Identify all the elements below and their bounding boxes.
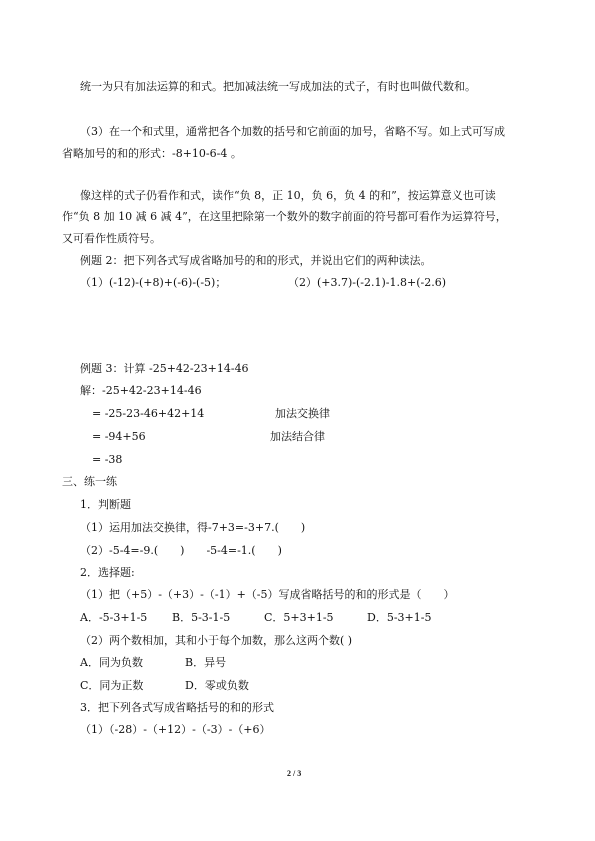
choice-1-option-d: D．5-3+1-5 — [367, 611, 432, 624]
solution-line-1: 解：-25+42-23+14-46 — [80, 384, 202, 397]
text-line-2: （3）在一个和式里，通常把各个加数的括号和它前面的加号，省略不写。如上式可写成 — [80, 125, 505, 138]
example-2-item-2: （2）(+3.7)-(-2.1)-1.8+(-2.6) — [288, 276, 447, 289]
true-false-item-2: （2）-5-4=-9.( ) -5-4=-1.( ) — [80, 544, 282, 557]
associative-law-label: 加法结合律 — [270, 430, 325, 443]
text-line-3: 省略加号的和的形式：-8+10-6-4 。 — [62, 147, 242, 160]
choice-1-option-b: B．5-3-1-5 — [172, 611, 231, 624]
text-line-6: 又可看作性质符号。 — [62, 232, 161, 245]
example-2-item-1: （1）(-12)-(+8)+(-6)-(-5)； — [80, 276, 227, 289]
text-line-5: 作“负 8 加 10 减 6 减 4”，在这里把除第一个数外的数字前面的符号都可看作为运算符号， — [62, 210, 507, 223]
choice-2-option-b: B．异号 — [185, 656, 227, 669]
choice-2-option-a: A．同为负数 — [80, 656, 143, 669]
choice-1-option-a: A．-5-3+1-5 — [80, 611, 148, 624]
section-3-heading: 三、练一练 — [62, 475, 117, 488]
example-2-heading: 例题 2：把下列各式写成省略加号的和的形式，并说出它们的两种读法。 — [80, 254, 432, 267]
text-line-1: 统一为只有加法运算的和式。把加减法统一写成加法的式子，有时也叫做代数和。 — [80, 80, 476, 93]
choice-question-2: （2）两个数相加，其和小于每个加数，那么这两个数( ) — [80, 634, 353, 647]
choice-1-option-c: C．5+3+1-5 — [264, 611, 334, 624]
choice-2-option-d: D．零或负数 — [185, 679, 249, 692]
exercise-3-heading: 3．把下列各式写成省略括号的和的形式 — [80, 701, 274, 714]
exercise-3-item-1: （1）（-28）-（+12）-（-3）-（+6） — [80, 723, 271, 736]
page-number: 2 / 3 — [287, 769, 302, 778]
text-line-4: 像这样的式子仍看作和式，读作“负 8，正 10，负 6，负 4 的和”，按运算意义也可读 — [80, 189, 496, 202]
true-false-heading: 1．判断题 — [80, 498, 131, 511]
example-3-heading: 例题 3：计算 -25+42-23+14-46 — [80, 362, 249, 375]
solution-line-4: = -38 — [92, 453, 123, 466]
choice-heading: 2．选择题: — [80, 566, 135, 579]
solution-line-3: = -94+56 — [92, 430, 146, 443]
choice-2-option-c: C．同为正数 — [80, 679, 144, 692]
choice-question-1: （1）把（+5）-（+3）-（-1）+（-5）写成省略括号的和的形式是（ ） — [80, 588, 455, 601]
solution-line-2: = -25-23-46+42+14 — [92, 407, 205, 420]
commutative-law-label: 加法交换律 — [275, 407, 330, 420]
true-false-item-1: （1）运用加法交换律，得-7+3=-3+7.( ) — [80, 521, 306, 534]
